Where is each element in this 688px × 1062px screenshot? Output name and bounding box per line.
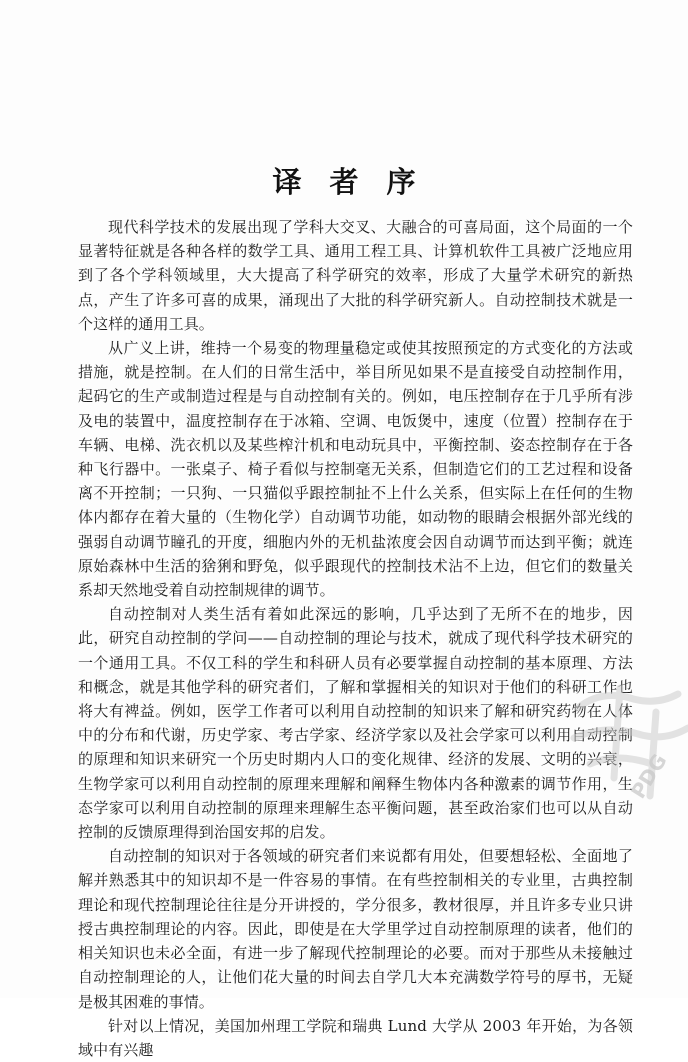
page-title: 译者序 [272, 165, 444, 199]
paragraph-2: 从广义上讲，维持一个易变的物理量稳定或使其按照预定的方式变化的方法或措施，就是控制。在人们的日常生活中，举目所见如果不是直接受自动控制作用，起码它的生产或制造过程是与自动控制有关的。例如，电压控制存在于几乎所有涉及电的装置中，温度控制存在于冰箱、空调、电饭煲中，速度（位置）控制存在于车辆、电梯、洗衣机以及某些榨汁机和电动玩具中，平衡控制、姿态控制存在于各种飞行器中。一张桌子、椅子看似与控制毫无关系，但制造它们的工艺过程和设备离不开控制；一只狗、一只猫似乎跟控制扯不上什么关系，但实际上在任何的生物体内都存在着大量的（生物化学）自动调节功能，如动物的眼睛会根据外部光线的强弱自动调节瞳孔的开度，细胞内外的无机盐浓度会因自动调节而达到平衡；就连原始森林中生活的猞猁和野兔，似乎跟现代的控制技术沾不上边，但它们的数量关系却天然地受着自动控制规律的调节。 [78, 339, 633, 600]
paragraph-1: 现代科学技术的发展出现了学科大交叉、大融合的可喜局面，这个局面的一个显著特征就是各种各样的数学工具、通用工程工具、计算机软件工具被广泛地应用到了各个学科领域里，大大提高了科学研究的效率，形成了大量学术研究的新热点，产生了许多可喜的成果，涌现出了大批的科学研究新人。自动控制技术就是一个这样的通用工具。 [78, 218, 633, 333]
watermark-text: PDG [625, 749, 672, 803]
paragraph-5: 针对以上情况，美国加州理工学院和瑞典 Lund 大学从 2003 年开始，为各领域中有兴趣 [78, 1016, 633, 1059]
body-text [78, 215, 633, 1062]
paragraph-4: 自动控制的知识对于各领域的研究者们来说都有用处，但要想轻松、全面地了解并熟悉其中的知识却不是一件容易的事情。在有些控制相关的专业里，古典控制理论和现代控制理论往往是分开讲授的，学分很多，教材很厚，并且许多专业只讲授古典控制理论的内容。因此，即使是在大学里学过自动控制原理的读者，他们的相关知识也未必全面，有进一步了解现代控制理论的必要。而对于那些从未接触过自动控制理论的人，让他们花大量的时间去自学几大本充满数学符号的厚书，无疑是极其困难的事情。 [78, 847, 633, 1011]
paragraph-3: 自动控制对人类生活有着如此深远的影响，几乎达到了无所不在的地步，因此，研究自动控制的学问——自动控制的理论与技术，就成了现代科学技术研究的一个通用工具。不仅工科的学生和科研人员有必要掌握自动控制的基本原理、方法和概念，就是其他学科的研究者们，了解和掌握相关的知识对于他们的科研工作也将大有裨益。例如，医学工作者可以利用自动控制的知识来了解和研究药物在人体中的分布和代谢，历史学家、考古学家、经济学家以及社会学家可以利用自动控制的原理和知识来研究一个历史时期内人口的变化规律、经济的发展、文明的兴衰，生物学家可以利用自动控制的原理来理解和阐释生物体内各种激素的调节作用，生态学家可以利用自动控制的原理来理解生态平衡问题，甚至政治家们也可以从自动控制的反馈原理得到治国安邦的启发。 [78, 605, 633, 842]
